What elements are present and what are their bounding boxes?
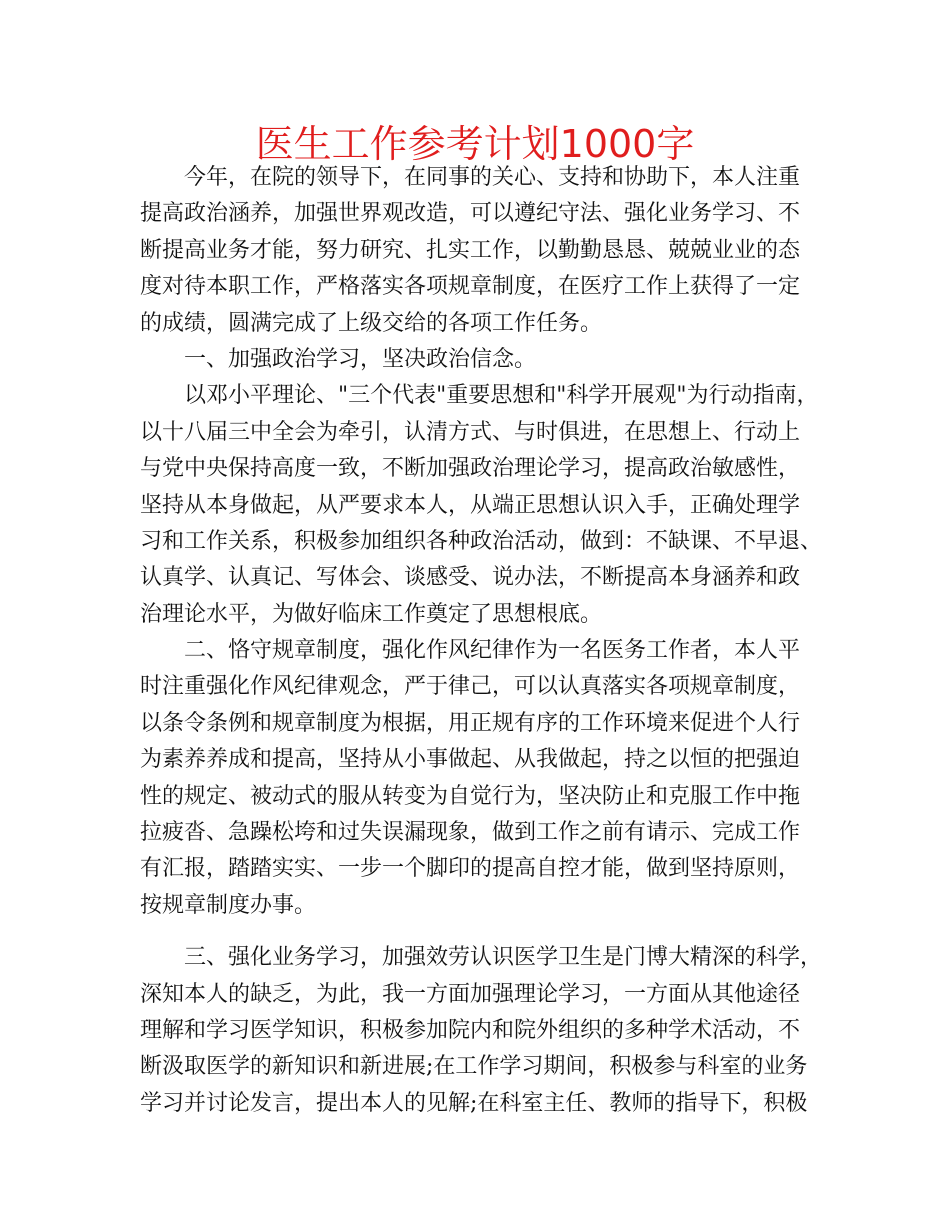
text-line: 的成绩，圆满完成了上级交给的各项工作任务。 bbox=[140, 310, 603, 336]
text-line: 以十八届三中全会为牵引，认清方式、与时俱进，在思想上、行动上 bbox=[140, 419, 801, 445]
text-line: 性的规定、被动式的服从转变为自觉行为，坚决防止和克服工作中拖 bbox=[140, 783, 801, 809]
text-line: 以条令条例和规章制度为根据，用正规有序的工作环境来促进个人行 bbox=[140, 710, 801, 736]
text-line: 理解和学习医学知识，积极参加院内和院外组织的多种学术活动，不 bbox=[140, 1017, 801, 1043]
text-line: 治理论水平，为做好临床工作奠定了思想根底。 bbox=[140, 601, 603, 627]
text-line: 今年，在院的领导下，在同事的关心、支持和协助下，本人注重 bbox=[184, 165, 801, 190]
text-line: 时注重强化作风纪律观念，严于律己，可以认真落实各项规章制度， bbox=[140, 674, 801, 700]
text-line: 与党中央保持高度一致，不断加强政治理论学习，提高政治敏感性， bbox=[140, 456, 801, 482]
section-heading: 一、加强政治学习，坚决政治信念。 bbox=[184, 346, 537, 372]
text-line: 深知本人的缺乏，为此，我一方面加强理论学习，一方面从其他途径 bbox=[140, 981, 801, 1007]
text-line: 提高政治涵养，加强世界观改造，可以遵纪守法、强化业务学习、不 bbox=[140, 201, 801, 227]
section-heading: 三、强化业务学习，加强效劳认识医学卫生是门博大精深的科学， bbox=[184, 945, 823, 971]
text-line: 坚持从本身做起，从严要求本人，从端正思想认识入手，正确处理学 bbox=[140, 492, 801, 518]
text-line: 习和工作关系，积极参加组织各种政治活动，做到：不缺课、不早退、 bbox=[140, 528, 823, 554]
text-line: 学习并讨论发言，提出本人的见解;在科室主任、教师的指导下，积极 bbox=[140, 1090, 808, 1116]
text-line: 有汇报，踏踏实实、一步一个脚印的提高自控才能，做到坚持原则， bbox=[140, 856, 801, 882]
text-line: 按规章制度办事。 bbox=[140, 892, 317, 918]
text-line: 度对待本职工作，严格落实各项规章制度，在医疗工作上获得了一定 bbox=[140, 274, 801, 300]
text-line: 断汲取医学的新知识和新进展;在工作学习期间，积极参与科室的业务 bbox=[140, 1054, 808, 1080]
text-line: 为素养养成和提高，坚持从小事做起、从我做起，持之以恒的把强迫 bbox=[140, 747, 801, 773]
paragraph-gap bbox=[140, 924, 830, 940]
section-heading: 二、恪守规章制度，强化作风纪律作为一名医务工作者，本人平 bbox=[184, 638, 801, 664]
document-body bbox=[140, 160, 830, 1122]
text-line: 认真学、认真记、写体会、谈感受、说办法，不断提高本身涵养和政 bbox=[140, 565, 801, 591]
document-title: 医生工作参考计划1000字 bbox=[255, 122, 695, 166]
text-line: 以邓小平理论、"三个代表"重要思想和"科学开展观"为行动指南， bbox=[184, 383, 819, 409]
text-line: 拉疲沓、急躁松垮和过失误漏现象，做到工作之前有请示、完成工作 bbox=[140, 820, 801, 846]
text-line: 断提高业务才能，努力研究、扎实工作，以勤勤恳恳、兢兢业业的态 bbox=[140, 237, 801, 263]
